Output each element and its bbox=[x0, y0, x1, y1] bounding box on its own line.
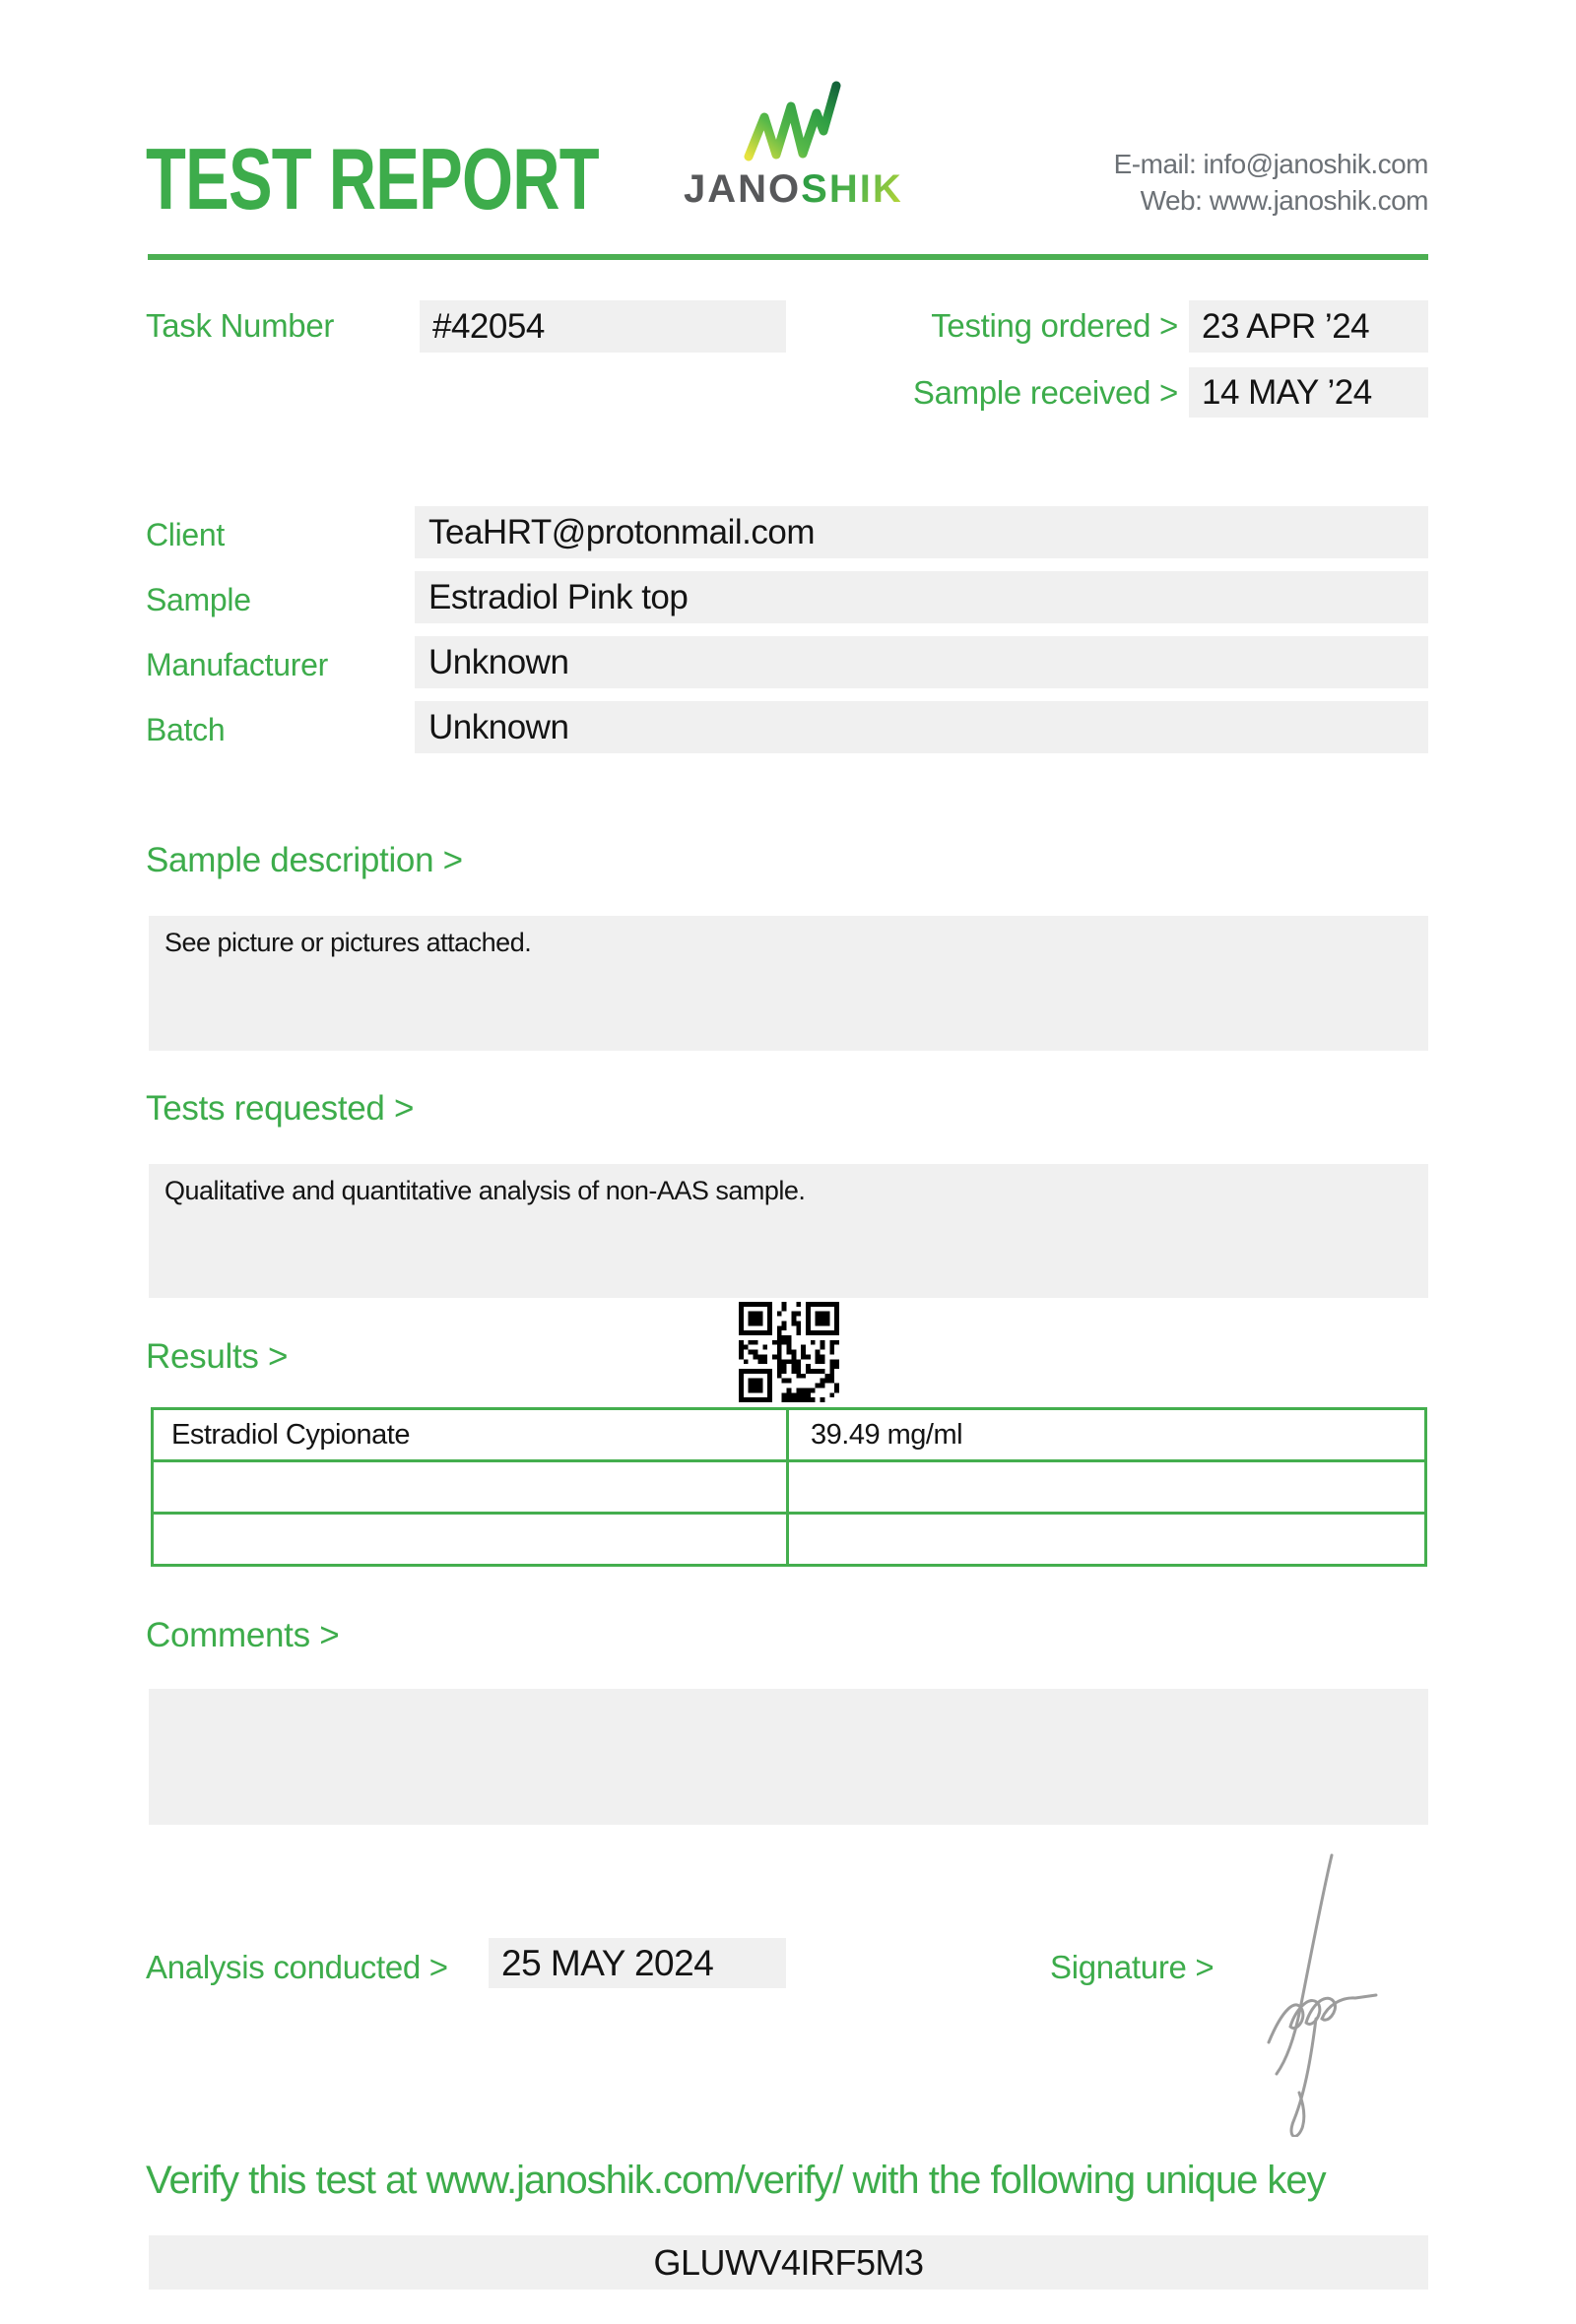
task-number-label: Task Number bbox=[146, 307, 335, 344]
analysis-conducted-value-box bbox=[489, 1938, 786, 1988]
logo-text-jano: JANO bbox=[684, 167, 802, 211]
result-name bbox=[153, 1514, 788, 1566]
contact-web: Web: www.janoshik.com bbox=[1140, 185, 1428, 216]
sample-description-box bbox=[149, 916, 1428, 1051]
page-title: TEST REPORT bbox=[146, 130, 599, 227]
verify-instruction: Verify this test at www.janoshik.com/verify/ with the following unique key bbox=[146, 2159, 1326, 2202]
tests-requested-box bbox=[149, 1164, 1428, 1298]
sample-description-heading: Sample description > bbox=[146, 841, 463, 879]
sample-received-label: Sample received > bbox=[912, 374, 1178, 411]
result-value: 39.49 mg/ml bbox=[788, 1409, 1426, 1461]
client-label: Client bbox=[146, 517, 226, 552]
testing-ordered-label: Testing ordered > bbox=[931, 307, 1178, 344]
task-number-value-box bbox=[420, 300, 786, 353]
sample-received-value-box bbox=[1189, 367, 1428, 418]
testing-ordered-value-box bbox=[1189, 300, 1428, 353]
batch-value: Unknown bbox=[428, 708, 569, 746]
handwritten-signature bbox=[1257, 1849, 1400, 2137]
analysis-conducted-value: 25 MAY 2024 bbox=[501, 1943, 714, 1983]
comments-box bbox=[149, 1689, 1428, 1825]
comments-heading: Comments > bbox=[146, 1616, 340, 1654]
client-value: TeaHRT@protonmail.com bbox=[428, 513, 816, 551]
logo-wordmark bbox=[684, 167, 903, 212]
header-divider bbox=[148, 254, 1428, 260]
manufacturer-value-box bbox=[415, 636, 1428, 688]
results-heading: Results > bbox=[146, 1337, 289, 1376]
sample-value: Estradiol Pink top bbox=[428, 578, 689, 616]
testing-ordered-value: 23 APR ’24 bbox=[1202, 307, 1370, 346]
rising-chart-icon bbox=[744, 81, 842, 161]
manufacturer-value: Unknown bbox=[428, 643, 569, 681]
task-number-value: #42054 bbox=[432, 307, 545, 346]
batch-value-box bbox=[415, 701, 1428, 753]
result-row bbox=[153, 1409, 1426, 1461]
comments-text bbox=[149, 1689, 1428, 1712]
qr-code-icon bbox=[739, 1302, 839, 1402]
sample-description-text: See picture or pictures attached. bbox=[164, 928, 532, 957]
sample-label: Sample bbox=[146, 582, 251, 617]
client-value-box bbox=[415, 506, 1428, 558]
batch-label: Batch bbox=[146, 712, 226, 747]
contact-email: E-mail: info@janoshik.com bbox=[1113, 149, 1428, 179]
sample-received-value: 14 MAY ’24 bbox=[1202, 373, 1372, 412]
verify-key-box bbox=[149, 2235, 1428, 2290]
tests-requested-heading: Tests requested > bbox=[146, 1089, 415, 1128]
result-value bbox=[788, 1514, 1426, 1566]
manufacturer-label: Manufacturer bbox=[146, 647, 328, 682]
result-value bbox=[788, 1461, 1426, 1514]
analysis-conducted-label: Analysis conducted > bbox=[146, 1949, 448, 1985]
verify-key: GLUWV4IRF5M3 bbox=[653, 2242, 924, 2283]
logo-text-shik: SHIK bbox=[801, 167, 903, 211]
tests-requested-text: Qualitative and quantitative analysis of non-AAS sample. bbox=[164, 1176, 806, 1205]
signature-label: Signature > bbox=[1050, 1949, 1215, 1985]
result-row bbox=[153, 1461, 1426, 1514]
sample-value-box bbox=[415, 571, 1428, 623]
result-name bbox=[153, 1461, 788, 1514]
result-name: Estradiol Cypionate bbox=[153, 1409, 788, 1461]
contact-block bbox=[1114, 146, 1428, 219]
results-table bbox=[151, 1407, 1427, 1567]
result-row bbox=[153, 1514, 1426, 1566]
